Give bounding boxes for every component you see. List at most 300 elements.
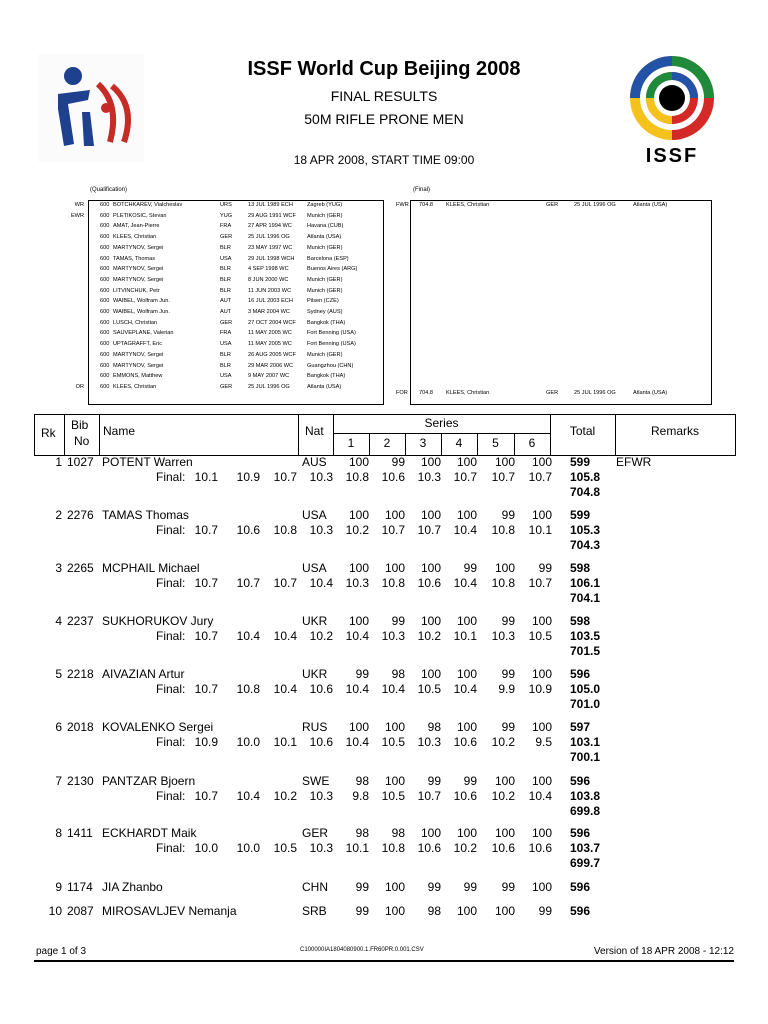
qual-record-nat: GER: [220, 383, 233, 390]
result-nat: CHN: [302, 880, 328, 894]
grand-total: 701.0: [570, 697, 601, 711]
final-shot-score: 10.0: [236, 735, 260, 749]
final-shot-score: 10.7: [453, 470, 477, 484]
result-total: 599: [570, 508, 591, 522]
final-shot-score: 10.9: [194, 735, 218, 749]
qual-record-name: MARTYNOV, Sergei: [113, 266, 164, 273]
final-shot-score: 10.4: [381, 682, 405, 696]
result-series-score: 99: [501, 667, 515, 681]
result-series-score: 98: [355, 826, 369, 840]
result-athlete-name: KOVALENKO Sergei: [102, 720, 214, 734]
result-total: 597: [570, 720, 591, 734]
result-series-score: 98: [427, 720, 441, 734]
result-series-score: 99: [538, 904, 552, 918]
final-shot-score: 10.6: [309, 735, 333, 749]
qual-record-nat: YUG: [220, 212, 233, 219]
final-shot-score: 10.4: [345, 735, 369, 749]
final-shot-score: 10.8: [273, 523, 297, 537]
qual-record-nat: AUT: [220, 309, 232, 315]
qual-record-nat: USA: [220, 341, 232, 348]
final-shot-score: 10.7: [491, 470, 515, 484]
final-shot-score: 10.8: [236, 682, 260, 696]
qual-record-nat: BLR: [220, 362, 231, 369]
qual-record-score: 600: [100, 234, 110, 241]
final-label: Final:: [156, 682, 186, 696]
results-table-header: [34, 414, 736, 456]
final-shot-score: 9.5: [535, 735, 552, 749]
result-athlete-name: AIVAZIAN Artur: [102, 667, 185, 681]
final-shot-score: 10.7: [528, 470, 552, 484]
qual-record-nat: BLR: [220, 266, 231, 273]
result-series-score: 99: [501, 508, 515, 522]
final-shot-score: 10.7: [273, 576, 297, 590]
final-shot-score: 10.6: [236, 523, 260, 537]
result-series-score: 98: [355, 774, 369, 788]
qual-record-nat: BLR: [220, 276, 231, 283]
qual-record-date: 25 JUL 1996 OG: [248, 383, 290, 390]
result-series-score: 100: [531, 720, 552, 734]
qual-record-code: OR: [75, 383, 84, 390]
qual-record-name: BOTCHKAREV, Vialcheslav: [113, 202, 183, 208]
final-shot-score: 10.4: [236, 629, 260, 643]
final-record-place: Atlanta (USA): [633, 202, 668, 208]
final-shot-score: 10.1: [528, 523, 552, 537]
qual-record-nat: USA: [220, 373, 232, 380]
result-series-score: 100: [456, 904, 477, 918]
qual-record-code: EWR: [70, 212, 84, 219]
qual-record-place: Zagreb (YUG): [307, 202, 343, 208]
final-shot-score: 10.3: [309, 523, 333, 537]
qual-record-date: 27 OCT 2004 WCF: [248, 319, 296, 326]
result-total: 599: [570, 455, 591, 469]
result-nat: SWE: [302, 774, 330, 788]
result-athlete-name: JIA Zhanbo: [102, 880, 163, 894]
qual-record-nat: USA: [220, 255, 232, 262]
qual-record-place: Buenos Aires (ARG): [307, 266, 358, 273]
qual-record-date: 27 APR 1994 WC: [248, 223, 292, 230]
result-rank: 6: [55, 720, 62, 734]
final-shot-score: 10.3: [491, 629, 515, 643]
qual-record-nat: AUT: [220, 298, 232, 305]
final-shot-score: 10.3: [309, 789, 333, 803]
final-shot-score: 10.4: [345, 682, 369, 696]
final-shot-score: 10.2: [345, 523, 369, 537]
qual-record-date: 16 JUL 2003 ECH: [248, 298, 293, 305]
final-shot-score: 10.7: [236, 576, 260, 590]
grand-total: 699.7: [570, 856, 601, 870]
result-series-score: 100: [420, 667, 441, 681]
qual-record-place: Munich (GER): [307, 244, 343, 251]
final-shot-score: 9.9: [498, 682, 515, 696]
qual-record-place: Guangzhou (CHN): [307, 362, 354, 369]
final-record-date: 25 JUL 1996 OG: [574, 390, 616, 396]
final-shot-score: 10.2: [453, 841, 477, 855]
qual-record-name: MARTYNOV, Sergei: [113, 362, 164, 369]
result-total: 596: [570, 880, 591, 894]
grand-total: 700.1: [570, 750, 601, 764]
final-records-label: (Final): [413, 187, 431, 193]
final-records-box: [410, 200, 712, 405]
result-rank: 7: [55, 774, 62, 788]
final-record-score: 704.8: [419, 390, 433, 396]
qual-record-place: Munich (GER): [307, 212, 343, 219]
qual-record-score: 600: [100, 298, 110, 305]
final-record-code: FOR: [396, 390, 408, 396]
result-series-score: 100: [384, 904, 405, 918]
final-shot-score: 10.6: [381, 470, 405, 484]
header-series-3: 3: [419, 436, 427, 450]
header-nat: Nat: [305, 424, 324, 438]
qual-record-place: Bangkok (THA): [307, 319, 346, 326]
page-title: ISSF World Cup Beijing 2008: [247, 58, 521, 80]
result-athlete-name: TAMAS Thomas: [102, 508, 189, 522]
result-series-score: 100: [348, 455, 369, 469]
final-shot-score: 9.8: [352, 789, 369, 803]
final-record-name: KLEES, Christian: [446, 390, 490, 396]
final-shot-score: 10.6: [417, 576, 441, 590]
qual-record-date: 11 MAY 2005 WC: [248, 330, 292, 337]
final-total: 103.5: [570, 629, 601, 643]
qual-record-score: 600: [100, 362, 110, 369]
qual-record-place: Atlanta (USA): [307, 234, 342, 241]
result-bib: 1027: [67, 455, 94, 469]
result-series-score: 100: [420, 508, 441, 522]
result-bib: 2265: [67, 561, 94, 575]
final-shot-score: 10.6: [309, 682, 333, 696]
final-record-name: KLEES, Christian: [446, 202, 490, 208]
result-rank: 8: [55, 826, 62, 840]
result-series-score: 100: [348, 508, 369, 522]
result-nat: GER: [302, 826, 329, 840]
final-shot-score: 10.4: [453, 523, 477, 537]
result-series-score: 99: [501, 720, 515, 734]
final-shot-score: 10.0: [236, 841, 260, 855]
result-bib: 2130: [67, 774, 94, 788]
final-record-nat: GER: [546, 202, 559, 208]
result-bib: 2276: [67, 508, 94, 522]
qual-record-date: 9 MAY 2007 WC: [248, 373, 290, 380]
result-series-score: 100: [531, 614, 552, 628]
result-series-score: 100: [456, 667, 477, 681]
result-bib: 2087: [67, 904, 94, 918]
result-nat: UKR: [302, 667, 328, 681]
result-series-score: 100: [348, 720, 369, 734]
qual-record-place: Bangkok (THA): [307, 373, 346, 380]
final-shot-score: 10.4: [236, 789, 260, 803]
qual-record-date: 11 JUN 2003 WC: [248, 287, 292, 294]
result-series-score: 100: [348, 614, 369, 628]
final-total: 105.0: [570, 682, 601, 696]
qual-record-date: 26 AUG 2005 WCF: [248, 351, 296, 358]
result-bib: 1174: [67, 880, 93, 894]
qual-record-score: 600: [100, 383, 110, 390]
qual-record-score: 600: [100, 255, 110, 262]
final-shot-score: 10.7: [381, 523, 405, 537]
qual-record-place: Fort Benning (USA): [307, 330, 356, 337]
final-shot-score: 10.4: [453, 682, 477, 696]
result-rank: 10: [48, 904, 62, 918]
qual-record-score: 600: [100, 309, 110, 315]
result-series-score: 100: [456, 826, 477, 840]
final-shot-score: 10.2: [273, 789, 297, 803]
result-total: 596: [570, 826, 591, 840]
final-shot-score: 10.4: [309, 576, 333, 590]
result-rank: 4: [55, 614, 62, 628]
result-series-score: 98: [391, 667, 405, 681]
qual-record-place: Fort Benning (USA): [307, 341, 356, 348]
final-shot-score: 10.2: [491, 735, 515, 749]
final-shot-score: 10.7: [194, 789, 218, 803]
result-rank: 9: [55, 880, 62, 894]
result-series-score: 99: [463, 774, 477, 788]
final-shot-score: 10.5: [273, 841, 297, 855]
result-athlete-name: SUKHORUKOV Jury: [102, 614, 214, 628]
final-label: Final:: [156, 523, 186, 537]
result-total: 596: [570, 667, 591, 681]
qual-record-date: 29 JUL 1998 WCH: [248, 255, 295, 262]
result-series-score: 100: [384, 561, 405, 575]
grand-total: 704.3: [570, 538, 601, 552]
final-shot-score: 10.7: [273, 470, 297, 484]
final-shot-score: 10.8: [491, 576, 515, 590]
footer-divider: [34, 960, 734, 962]
issf-logo-text: ISSF: [645, 145, 699, 164]
result-series-score: 99: [501, 614, 515, 628]
result-series-score: 100: [384, 508, 405, 522]
qual-record-date: 25 JUL 1996 OG: [248, 234, 290, 241]
result-series-score: 98: [427, 904, 441, 918]
result-total: 598: [570, 561, 591, 575]
final-shot-score: 10.5: [381, 735, 405, 749]
qual-record-score: 600: [100, 244, 110, 251]
qual-record-score: 600: [100, 351, 110, 358]
final-shot-score: 10.2: [417, 629, 441, 643]
final-shot-score: 10.3: [417, 735, 441, 749]
final-total: 103.7: [570, 841, 601, 855]
result-series-score: 99: [538, 561, 552, 575]
qual-record-name: EMMONS, Matthew: [113, 373, 163, 380]
final-record-code: FWR: [396, 202, 409, 208]
result-series-score: 99: [391, 455, 405, 469]
final-total: 103.1: [570, 735, 601, 749]
final-shot-score: 10.7: [194, 682, 218, 696]
result-series-score: 100: [384, 720, 405, 734]
qual-record-name: KLEES, Christian: [113, 234, 157, 241]
final-shot-score: 10.4: [273, 629, 297, 643]
qual-record-date: 29 MAR 2006 WC: [248, 362, 294, 369]
grand-total: 701.5: [570, 644, 601, 658]
final-total: 105.3: [570, 523, 601, 537]
qual-record-nat: GER: [220, 234, 233, 241]
final-shot-score: 10.1: [194, 470, 218, 484]
result-series-score: 100: [420, 826, 441, 840]
result-series-score: 99: [463, 561, 477, 575]
final-record-date: 25 JUL 1996 OG: [574, 202, 616, 208]
final-shot-score: 10.4: [528, 789, 552, 803]
qual-record-name: WAIBEL, Wolfram Jun.: [113, 298, 170, 305]
qual-record-name: TAMAS, Thomas: [113, 255, 156, 262]
header-bib: Bib: [71, 418, 89, 432]
qual-record-date: 11 MAY 2005 WC: [248, 341, 292, 348]
grand-total: 704.8: [570, 485, 601, 499]
result-remarks: EFWR: [616, 455, 652, 469]
qual-record-place: Pilsen (CZE): [307, 298, 339, 305]
result-series-score: 99: [463, 880, 477, 894]
final-shot-score: 10.6: [417, 841, 441, 855]
final-record-place: Atlanta (USA): [633, 390, 668, 396]
final-label: Final:: [156, 576, 186, 590]
qual-record-date: 23 MAY 1997 WC: [248, 244, 293, 251]
final-shot-score: 10.2: [491, 789, 515, 803]
qual-record-code: WR: [74, 202, 84, 208]
result-total: 598: [570, 614, 591, 628]
result-athlete-name: MCPHAIL Michael: [102, 561, 200, 575]
result-series-score: 100: [420, 455, 441, 469]
result-series-score: 99: [427, 880, 441, 894]
result-series-score: 100: [494, 455, 515, 469]
result-nat: USA: [302, 561, 327, 575]
result-series-score: 100: [531, 455, 552, 469]
result-athlete-name: MIROSAVLJEV Nemanja: [102, 904, 237, 918]
header-series-6: 6: [528, 436, 536, 450]
qual-record-name: PLETIKOSIC, Stevan: [113, 212, 167, 219]
qual-record-score: 600: [100, 341, 110, 348]
qual-record-date: 8 JUN 2000 WC: [248, 276, 289, 283]
header-total: Total: [569, 424, 596, 438]
header-series-2: 2: [383, 436, 391, 450]
result-total: 596: [570, 904, 591, 918]
qual-record-name: KLEES, Christian: [113, 383, 157, 390]
final-shot-score: 10.7: [194, 629, 218, 643]
final-shot-score: 10.1: [273, 735, 297, 749]
final-shot-score: 10.9: [236, 470, 260, 484]
result-series-score: 100: [384, 880, 405, 894]
final-shot-score: 10.8: [381, 841, 405, 855]
qual-record-date: 3 MAR 2004 WC: [248, 309, 290, 315]
result-series-score: 100: [494, 826, 515, 840]
final-shot-score: 10.8: [491, 523, 515, 537]
qual-record-date: 4 SEP 1998 WC: [248, 266, 289, 273]
final-record-nat: GER: [546, 390, 559, 396]
qual-record-name: LITVINCHUK, Petr: [113, 287, 160, 294]
result-series-score: 100: [420, 561, 441, 575]
final-shot-score: 10.7: [194, 523, 218, 537]
result-athlete-name: POTENT Warren: [102, 455, 193, 469]
final-shot-score: 10.3: [309, 470, 333, 484]
result-nat: UKR: [302, 614, 328, 628]
final-total: 105.8: [570, 470, 601, 484]
result-nat: SRB: [302, 904, 327, 918]
final-shot-score: 10.6: [453, 789, 477, 803]
result-series-score: 100: [456, 720, 477, 734]
version-stamp: Version of 18 APR 2008 - 12:12: [593, 946, 734, 957]
final-shot-score: 10.1: [345, 841, 369, 855]
final-shot-score: 10.2: [309, 629, 333, 643]
final-shot-score: 10.5: [417, 682, 441, 696]
result-bib: 2218: [67, 667, 94, 681]
final-shot-score: 10.8: [381, 576, 405, 590]
result-series-score: 100: [456, 455, 477, 469]
final-label: Final:: [156, 841, 186, 855]
qual-record-name: LUSCH, Christian: [113, 319, 158, 326]
final-label: Final:: [156, 735, 186, 749]
result-nat: RUS: [302, 720, 328, 734]
final-shot-score: 10.6: [491, 841, 515, 855]
source-file: C100000IA1804080900.1.FR60PR.0.001.CSV: [300, 947, 424, 953]
final-shot-score: 10.9: [528, 682, 552, 696]
qual-record-nat: BLR: [220, 244, 231, 251]
qual-record-name: SAUVEPLANE, Valerian: [113, 330, 174, 337]
final-shot-score: 10.1: [453, 629, 477, 643]
qual-record-name: MARTYNOV, Sergei: [113, 276, 164, 283]
result-athlete-name: PANTZAR Bjoern: [102, 774, 196, 788]
result-athlete-name: ECKHARDT Maik: [102, 826, 197, 840]
result-series-score: 99: [355, 880, 369, 894]
result-series-score: 99: [427, 774, 441, 788]
page-subtitle-results: FINAL RESULTS: [330, 88, 438, 104]
header-series-4: 4: [455, 436, 463, 450]
final-shot-score: 10.7: [417, 523, 441, 537]
result-rank: 2: [55, 508, 62, 522]
result-series-score: 100: [531, 667, 552, 681]
result-bib: 2018: [67, 720, 94, 734]
final-shot-score: 10.6: [453, 735, 477, 749]
qual-record-score: 600: [100, 287, 110, 294]
final-total: 106.1: [570, 576, 601, 590]
header-remarks: Remarks: [650, 424, 699, 438]
qual-record-name: UPTAGRAFFT, Eric: [113, 341, 162, 348]
qual-record-score: 600: [100, 212, 110, 219]
qual-record-name: MARTYNOV, Sergei: [113, 244, 164, 251]
qual-record-score: 600: [100, 330, 110, 337]
grand-total: 704.1: [570, 591, 601, 605]
qualification-records-label: (Qualification): [90, 187, 128, 193]
qual-record-nat: FRA: [220, 223, 232, 230]
qual-record-date: 13 JUL 1989 ECH: [248, 202, 293, 208]
final-shot-score: 10.3: [381, 629, 405, 643]
result-series-score: 98: [391, 826, 405, 840]
final-shot-score: 10.5: [381, 789, 405, 803]
final-record-score: 704.8: [419, 202, 433, 208]
qual-record-score: 600: [100, 373, 110, 380]
page-subtitle-event: 50M RIFLE PRONE MEN: [304, 111, 464, 127]
qual-record-nat: FRA: [220, 330, 232, 337]
qual-record-name: AMAT, Jean-Pierre: [113, 223, 160, 230]
final-shot-score: 10.4: [453, 576, 477, 590]
final-shot-score: 10.4: [273, 682, 297, 696]
result-nat: AUS: [302, 455, 327, 469]
qual-record-nat: URS: [220, 202, 232, 208]
header-bib-no: No: [74, 434, 90, 448]
header-name: Name: [103, 424, 136, 438]
result-series-score: 100: [456, 508, 477, 522]
result-series-score: 100: [384, 774, 405, 788]
result-total: 596: [570, 774, 591, 788]
final-shot-score: 10.7: [417, 789, 441, 803]
header-series: Series: [424, 416, 459, 430]
header-series-1: 1: [347, 436, 355, 450]
final-shot-score: 10.3: [345, 576, 369, 590]
qual-record-date: 29 AUG 1991 WCF: [248, 212, 296, 219]
qual-record-place: Sydney (AUS): [307, 309, 343, 315]
qual-record-place: Havana (CUB): [307, 223, 344, 230]
final-shot-score: 10.5: [528, 629, 552, 643]
result-series-score: 100: [456, 614, 477, 628]
final-shot-score: 10.7: [194, 576, 218, 590]
qual-record-score: 600: [100, 223, 110, 230]
result-series-score: 99: [355, 904, 369, 918]
final-label: Final:: [156, 470, 186, 484]
